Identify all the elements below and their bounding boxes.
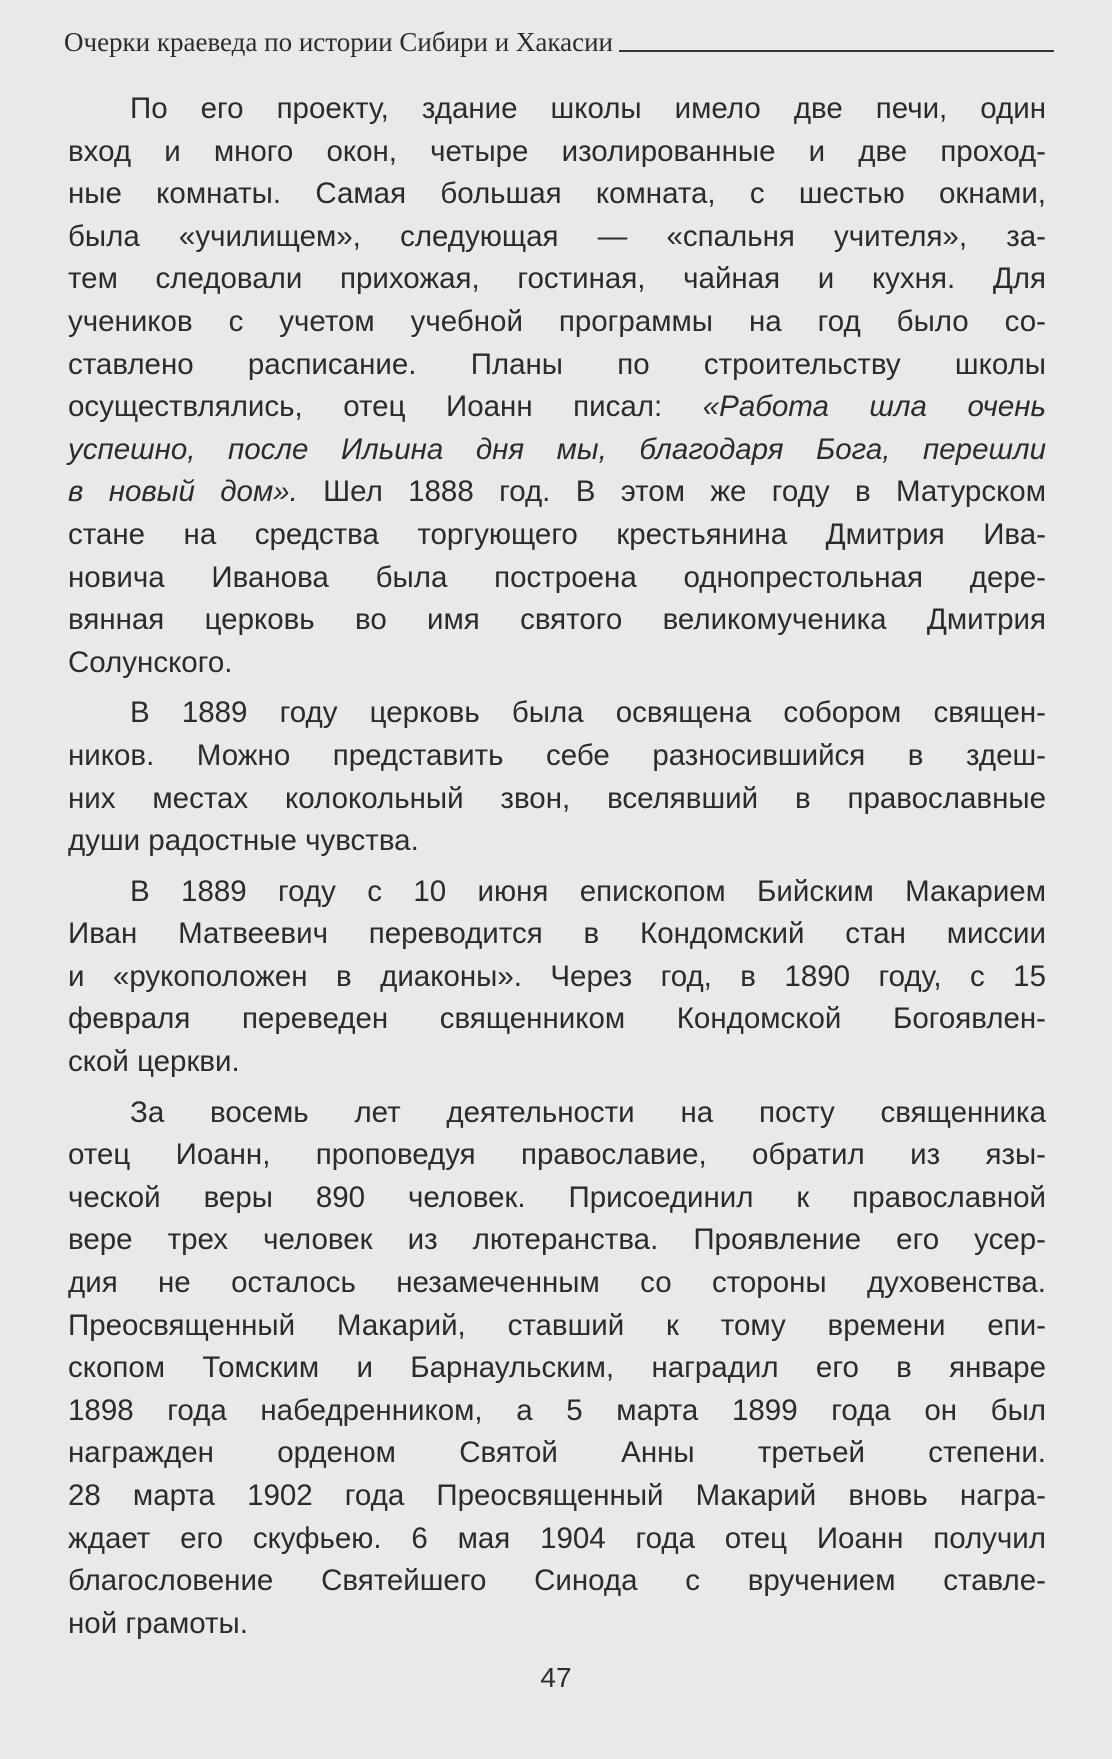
text-line: ников. Можно представить себе разносившийся в здеш- (68, 738, 1046, 772)
text-line: благословение Святейшего Синода с вручением ставле- (68, 1564, 1046, 1598)
text-line: новича Иванова была построена однопрестольная дере- (68, 560, 1046, 594)
text-segment: осуществлялись, отец Иоанн писал: (68, 390, 703, 424)
quote-line: успешно, после Ильина дня мы, благодаря Бога, перешли (68, 432, 1046, 466)
text-line: дия не осталось незамеченным со стороны духовенства. (68, 1266, 1046, 1300)
text-line: По его проекту, здание школы имело две печи, один (130, 92, 1046, 125)
paragraph-3 (68, 871, 1046, 1084)
quote-segment: в новый дом». (68, 475, 298, 509)
text-line: За восемь лет деятельности на посту священника (130, 1095, 1046, 1129)
text-line: стане на средства торгующего крестьянина Дмитрия Ива- (68, 517, 1046, 551)
text-line: ные комнаты. Самая большая комната, с шестью окнами, (68, 177, 1046, 211)
text-line: ставлено расписание. Планы по строительству школы (68, 347, 1046, 381)
text-line: февраля переведен священником Кондомской Богоявлен- (68, 1002, 1046, 1036)
text-line: В 1889 году церковь была освящена собором священ- (130, 696, 1046, 730)
text-line: награжден орденом Святой Анны третьей степени. (68, 1436, 1046, 1470)
text-line (68, 471, 1046, 514)
text-line: 28 марта 1902 года Преосвященный Макарий вновь награ- (68, 1479, 1046, 1512)
paragraph-4 (68, 1092, 1046, 1646)
text-line: вянная церковь во имя святого великомученика Дмитрия (68, 603, 1046, 637)
text-line: была «училищем», следующая — «спальня учителя», за- (68, 219, 1046, 253)
text-line: Солунского. (68, 645, 233, 679)
text-line (68, 386, 1046, 429)
text-segment: Шел 1888 год. В этом же году в Матурском (297, 475, 1046, 509)
text-line: Преосвященный Макарий, ставший к тому времени епи- (68, 1308, 1046, 1342)
paragraph-1 (68, 88, 1046, 684)
paragraph-2 (68, 692, 1046, 862)
page-body (68, 88, 1046, 1653)
text-line: скопом Томским и Барнаульским, наградил его в январе (68, 1351, 1046, 1385)
header-title: Очерки краеведа по истории Сибири и Хакасии (64, 27, 613, 57)
text-line: ждает его скуфьею. 6 мая 1904 года отец Иоанн получил (68, 1521, 1046, 1555)
text-line: души радостные чувства. (68, 824, 419, 858)
text-line: В 1889 году с 10 июня епископом Бийским Макарием (130, 874, 1046, 908)
page-number: 47 (540, 1662, 572, 1693)
text-line: ческой веры 890 человек. Присоединил к православной (68, 1180, 1046, 1214)
quote-segment: «Работа шла очень (702, 390, 1046, 424)
text-line: ной грамоты. (68, 1606, 248, 1640)
text-line: Иван Матвеевич переводится в Кондомский стан миссии (68, 917, 1046, 951)
text-line: учеников с учетом учебной программы на год было со- (68, 304, 1046, 338)
text-line: вход и много окон, четыре изолированные и две проход- (68, 134, 1046, 168)
text-line: отец Иоанн, проповедуя православие, обратил из язы- (68, 1138, 1046, 1172)
text-line: них местах колокольный звон, вселявший в православные (68, 781, 1046, 815)
text-line: и «рукоположен в диаконы». Через год, в 1890 году, с 15 (68, 959, 1046, 993)
text-line: ской церкви. (68, 1045, 240, 1079)
text-line: тем следовали прихожая, гостиная, чайная и кухня. Для (68, 262, 1046, 296)
text-line: 1898 года набедренником, а 5 марта 1899 года он был (68, 1393, 1046, 1427)
running-header (64, 18, 1054, 58)
text-line: вере трех человек из лютеранства. Проявление его усер- (68, 1223, 1046, 1257)
header-rule (619, 50, 1054, 52)
